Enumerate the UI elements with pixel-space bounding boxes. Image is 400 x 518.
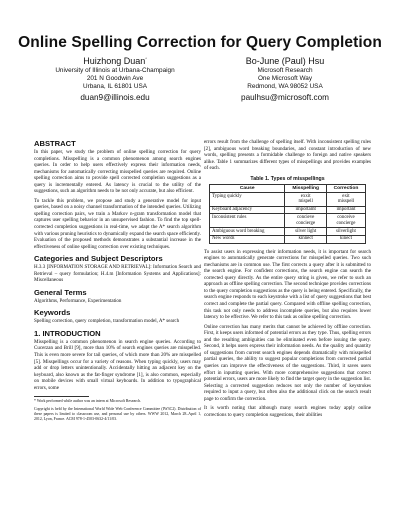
table-cell: importamt xyxy=(285,206,327,214)
author-block-1 xyxy=(30,56,200,103)
author-name: Bo-June (Paul) Hsu xyxy=(245,56,325,66)
table-header-cell: Misspelling xyxy=(285,185,327,193)
body-paragraph: It is worth noting that although many search engines today apply online corrections to query completion suggestions, their abilities xyxy=(204,405,371,418)
general-terms-heading: General Terms xyxy=(34,287,87,297)
abstract-paragraph: To tackle this problem, we propose and study a generative model for input queries, based on a noisy channel transformation of the intended queries. Utilizing spelling correction pairs, we train a Markov n-gram transformation model that captures user spelling behavior in an unsupervised fashion. To find the top spell-corrected completion suggestions in real-time, we adapt the A* search algorithm with various pruning heuristics to dynamically expand the search space efficiently. Evaluation of the proposed methods demonstrates a substantial increase in the effectiveness of online spelling correction over existing techniques. xyxy=(34,197,201,250)
table-cell: Typing quickly xyxy=(210,193,285,207)
introduction-heading: 1. INTRODUCTION xyxy=(34,328,101,338)
abstract-paragraph: In this paper, we study the problem of online spelling correction for query completions. Misspelling is a common phenomenon among search engines queries. In order to help users effectively express their information needs, mechanisms for automatically correcting misspelled queries are required. Online spelling correction aims to provide spell corrected completion suggestions as a query is incrementally entered. As latency is crucial to the utility of the suggestions, such an algorithm needs to be not only accurate, but also efficient. xyxy=(34,149,201,195)
table-body xyxy=(210,193,366,244)
categories-text: H.3.3 [INFORMATION STORAGE AND RETRIEVAL]: Information Search and Retrieval – query formulation; H.4.m [Information Systems and Applications]: Miscellaneous xyxy=(34,264,201,284)
table-cell: New words xyxy=(210,235,285,243)
right-column xyxy=(204,139,371,418)
author-email: duan9@illinois.edu xyxy=(80,92,150,102)
table-cell: Ambiguous word breaking xyxy=(210,228,285,236)
table-row xyxy=(210,235,366,243)
table-caption: Table 1. Types of misspellings xyxy=(250,175,325,182)
abstract-heading: ABSTRACT xyxy=(34,139,76,148)
table-row xyxy=(210,214,366,228)
introduction-paragraph: Misspelling is a common phenomenon in search engine queries. According to Cucerzan and Brill [9], more than 10% of search engines queries are misspelled. This is even more severe for tail queries, of which more than 20% are misspelled [5]. Misspellings occur for a variety of reasons. When typing quickly, users may add or drop letters unintentionally. Accidentally hitting an adjacent key on the keyboard, also known as the fat-finger syndrome [1], is also common, especially on mobile devices with small virtual keyboards. In addition to typographical errors, some xyxy=(34,338,201,391)
body-paragraph: errors result from the challenge of spelling itself. With inconsistent spelling rules [2], ambiguous word breaking boundaries, and constant introduction of new words, spelling presents a formidable challenge to foreign and native speakers alike. Table 1 summarizes different types of misspellings and provides examples of each. xyxy=(204,139,371,172)
author-affiliation: University of Illinois at Urbana-Champaign xyxy=(55,67,175,74)
author-block-2 xyxy=(200,56,370,103)
table-cell: exit misspell xyxy=(326,193,365,207)
footnote: * Work performed while author was an intern at Microsoft Research. xyxy=(34,399,142,404)
author-address-line: One Microsoft Way xyxy=(257,75,313,83)
table-cell: silverlight xyxy=(326,228,365,236)
table-row xyxy=(210,193,366,207)
table-cell: kinnect xyxy=(285,235,327,243)
misspellings-table xyxy=(209,184,366,243)
author-name: Huizhong Duan xyxy=(83,56,146,66)
table-cell: silver light xyxy=(285,228,327,236)
keywords-text: Spelling correction, query completion, transformation model, A* search xyxy=(34,318,180,325)
author-footnote-mark: * xyxy=(145,57,147,61)
table-header-row xyxy=(210,185,366,193)
table-cell: exxit mispell xyxy=(285,193,327,207)
author-address-line: Urbana, IL 61801 USA xyxy=(82,83,148,91)
copyright-notice: Copyright is held by the International World Wide Web Conference Committee (IW3C2). Distribution of these papers is limited to classroom use, and personal use by others. WWW 2012, March 28–April 1, 2012, Lyon, France. ACM 978-1-4503-0632-4/11/03. xyxy=(34,407,201,422)
body-paragraph: Online correction has many merits that cannot be achieved by offline correction. First, it keeps users informed of potential errors as they type. Thus, spelling errors and the resulting ambiguities can be eliminated even before issuing the query. Second, it helps users express their information needs. As the quality and quantity of suggestions from current search engines depends dramatically with misspelled partial queries, the ability to suggest popular completions from corrected partial queries can improve the effectiveness of the suggestions. Third, it saves users effort in inputting queries. With more comprehensive suggestions that correct potential errors, users are more likely to find the target query in the suggestion list. Selecting a corrected suggestion reduces not only the number of keystrokes required to input a query, but often also the additional click on the search result page to confirm the correction. xyxy=(204,323,371,402)
author-address-line: 201 N Goodwin Ave xyxy=(86,75,144,83)
table-row xyxy=(210,206,366,214)
left-column xyxy=(34,139,201,422)
table-cell: kinect xyxy=(326,235,365,243)
table-header-cell: Cause xyxy=(210,185,285,193)
table-cell: Inconsistent rules xyxy=(210,214,285,228)
paper-title: Online Spelling Correction for Query Completion xyxy=(18,34,382,51)
table-cell: important xyxy=(326,206,365,214)
table-cell: Keyboard adjacency xyxy=(210,206,285,214)
author-affiliation: Microsoft Research xyxy=(257,67,313,74)
author-address-line: Redmond, WA 98052 USA xyxy=(247,83,323,91)
footnote-divider xyxy=(34,396,89,397)
keywords-heading: Keywords xyxy=(34,308,71,318)
body-paragraph: To assist users in expressing their information needs, it is important for search engines to automatically generate corrections for misspelled queries. Two such mechanisms are in common use. The first corrects a query after it is submitted to the search engine. For confident corrections, the search engine can search the corrected query directly. As the entire query string is given, we refer to such an approach as offline spelling correction. The second technique provides corrections to the query completion suggestions as the query is being entered. Specifically, the search engine responds to each keystroke with a list of query suggestions that best correct and complete the partial query. Compared with offline spelling correction, this task not only needs to address incomplete queries, but also requires lower latency to be effective. We refer to this task as online spelling correction. xyxy=(204,248,371,321)
general-terms-text: Algorithms, Performance, Experimentation xyxy=(34,297,122,304)
table-row xyxy=(210,228,366,236)
table-header-cell: Correction xyxy=(326,185,365,193)
author-email: paulhsu@microsoft.com xyxy=(241,92,329,102)
categories-heading: Categories and Subject Descriptors xyxy=(34,254,163,264)
table-cell: concieve concierge xyxy=(285,214,327,228)
table-cell: conceive concierge xyxy=(326,214,365,228)
